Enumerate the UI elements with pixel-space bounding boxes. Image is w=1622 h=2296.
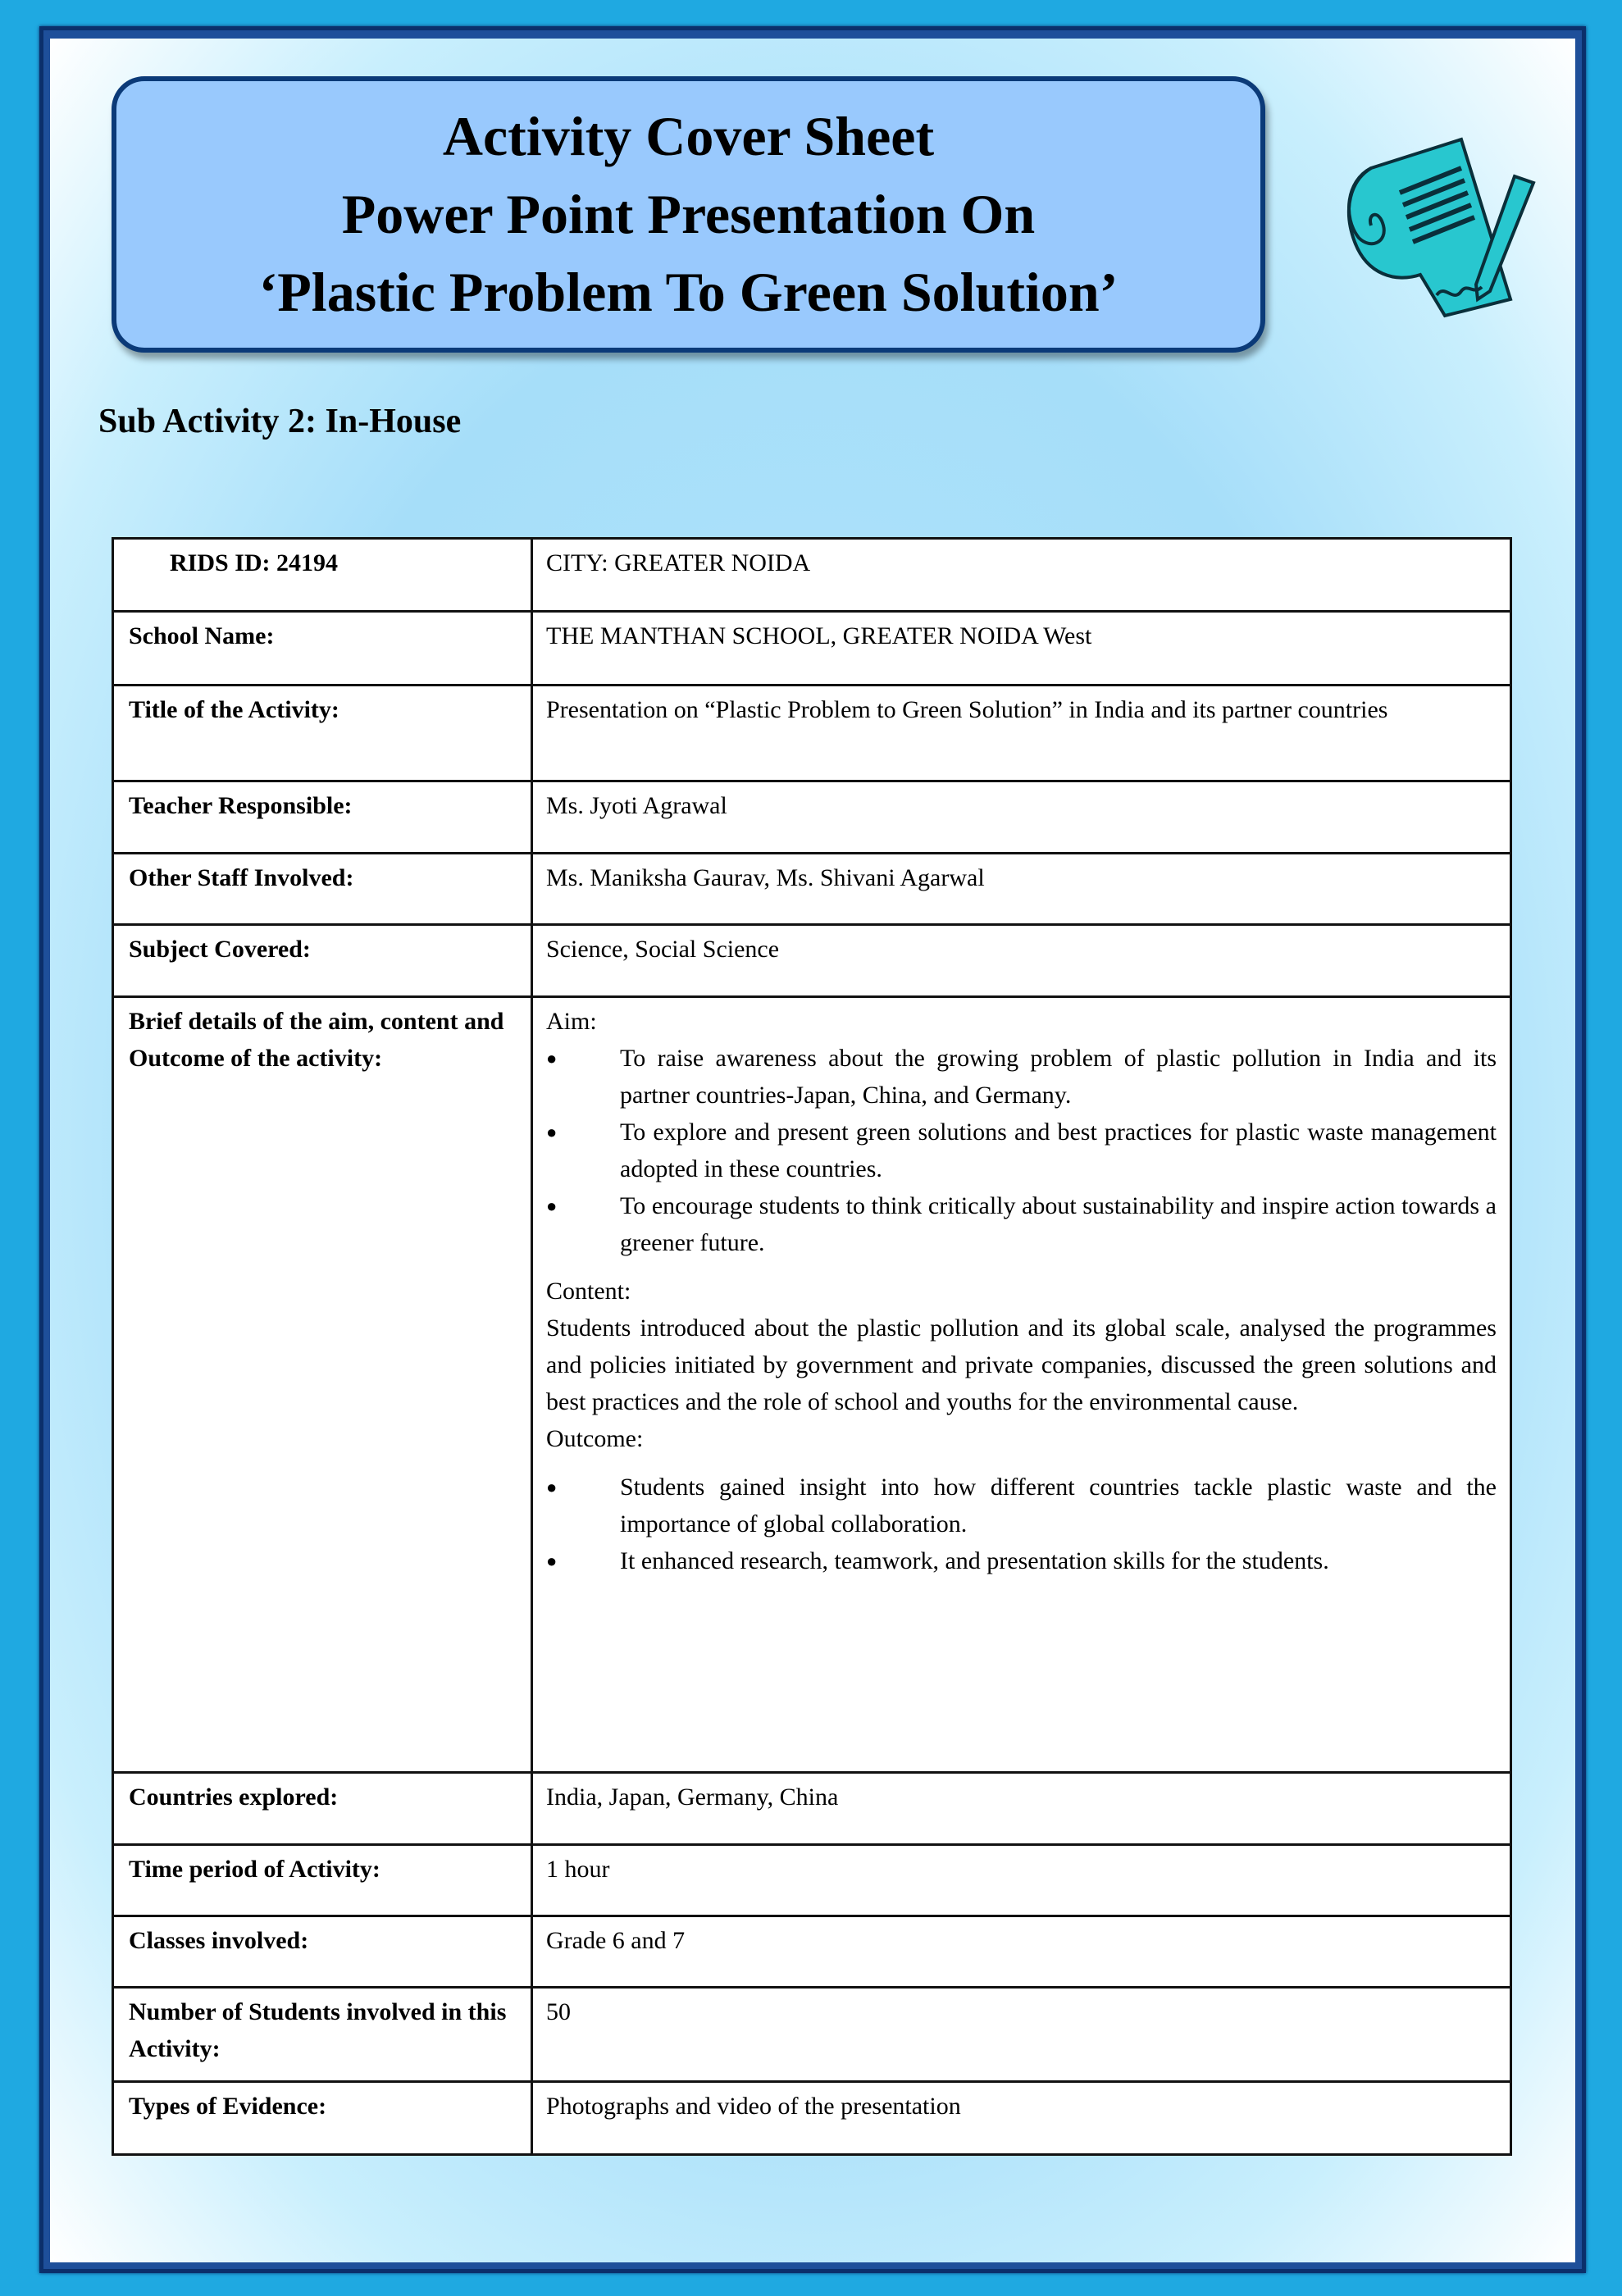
title-line: ‘Plastic Problem To Green Solution’ [258, 261, 1119, 323]
table-value: 50 [532, 1988, 1511, 2082]
scroll-pen-icon [1322, 135, 1556, 320]
city-value: CITY: GREATER NOIDA [532, 539, 1511, 612]
table-label: Other Staff Involved: [113, 854, 532, 925]
table-value: Ms. Maniksha Gaurav, Ms. Shivani Agarwal [532, 854, 1511, 925]
table-row [113, 612, 1511, 686]
table-label: Time period of Activity: [113, 1845, 532, 1916]
content-heading: Content: [546, 1278, 631, 1305]
table-label: Subject Covered: [113, 925, 532, 997]
table-value: Grade 6 and 7 [532, 1916, 1511, 1988]
list-item: ● To encourage students to think critically about sustainability and inspire action towards a greener future. [546, 1187, 1497, 1261]
table-row [113, 1773, 1511, 1845]
outcome-list [546, 1469, 1497, 1579]
table-row [113, 686, 1511, 781]
aim-heading: Aim: [546, 1008, 597, 1035]
table-value: Photographs and video of the presentation [532, 2082, 1511, 2155]
sub-activity-heading: Sub Activity 2: In-House [98, 403, 462, 440]
table-label: Countries explored: [113, 1773, 532, 1845]
table-row [113, 925, 1511, 997]
table-row [113, 2082, 1511, 2155]
list-item: ● It enhanced research, teamwork, and presentation skills for the students. [546, 1542, 1497, 1579]
list-item: ● To explore and present green solutions and best practices for plastic waste management adopted in these countries. [546, 1114, 1497, 1187]
table-value: Science, Social Science [532, 925, 1511, 997]
table-row [113, 539, 1511, 612]
brief-details [532, 997, 1511, 1773]
table-label: Title of the Activity: [113, 686, 532, 781]
table-label: Brief details of the aim, content and Outcome of the activity: [113, 997, 532, 1773]
table-label: School Name: [113, 612, 532, 686]
title-box [112, 76, 1265, 353]
table-row [113, 854, 1511, 925]
table-row [113, 781, 1511, 854]
list-item: ● Students gained insight into how different countries tackle plastic waste and the importance of global collaboration. [546, 1469, 1497, 1542]
outcome-heading: Outcome: [546, 1425, 644, 1452]
table-label: Number of Students involved in this Activity: [113, 1988, 532, 2082]
table-row [113, 1988, 1511, 2082]
table-value: Presentation on “Plastic Problem to Green Solution” in India and its partner countries [532, 686, 1511, 781]
table-value: 1 hour [532, 1845, 1511, 1916]
table-label: Classes involved: [113, 1916, 532, 1988]
table-value: THE MANTHAN SCHOOL, GREATER NOIDA West [532, 612, 1511, 686]
list-item: ● To raise awareness about the growing problem of plastic pollution in India and its partner countries-Japan, China, and Germany. [546, 1040, 1497, 1114]
table-row [113, 1916, 1511, 1988]
title-line: Power Point Presentation On [341, 183, 1036, 245]
aim-list [546, 1040, 1497, 1261]
table-value: Ms. Jyoti Agrawal [532, 781, 1511, 854]
content-text: Students introduced about the plastic pollution and its global scale, analysed the programmes and policies initiated by government and private companies, discussed the green solutions and best practices and the role of school and youths for the environmental cause. [546, 1314, 1497, 1415]
activity-table [112, 537, 1512, 2156]
table-label: Types of Evidence: [113, 2082, 532, 2155]
table-label [113, 539, 532, 612]
table-row [113, 997, 1511, 1773]
table-value: India, Japan, Germany, China [532, 1773, 1511, 1845]
table-label: Teacher Responsible: [113, 781, 532, 854]
title-line: Activity Cover Sheet [442, 105, 935, 167]
rids-id: RIDS ID: 24194 [170, 549, 339, 576]
table-row [113, 1845, 1511, 1916]
